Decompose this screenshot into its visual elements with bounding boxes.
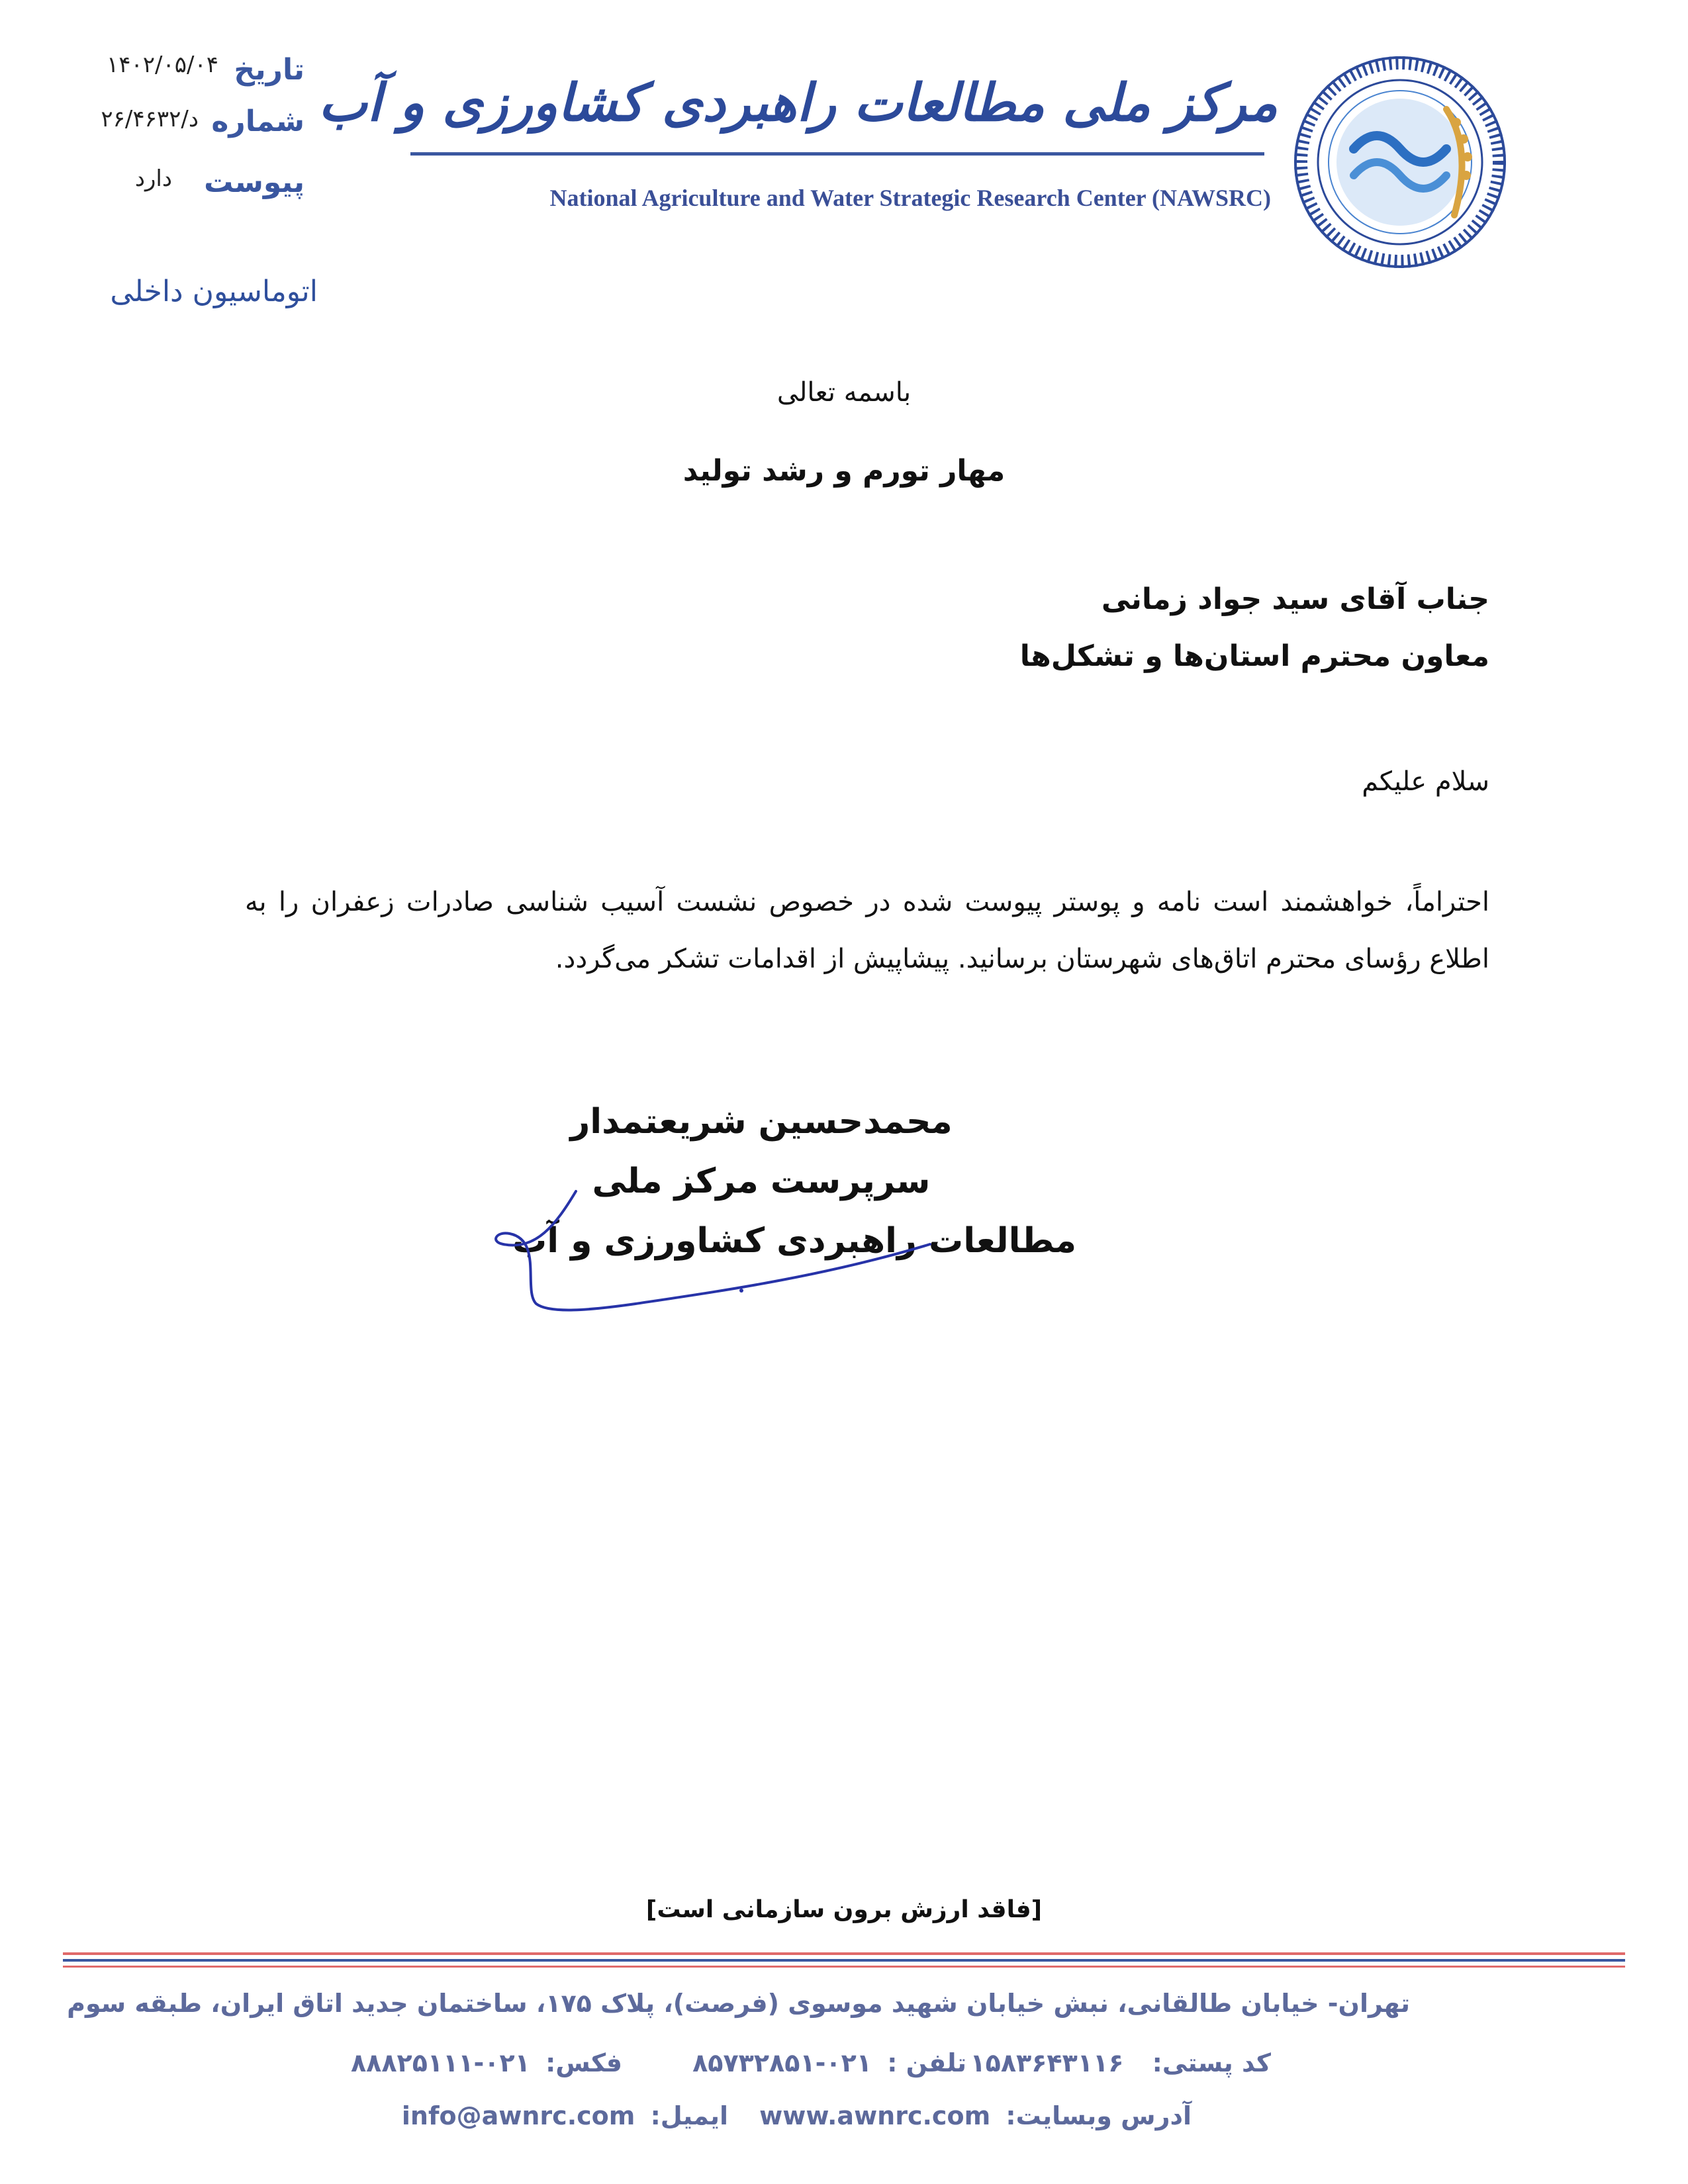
attachment-label: پیوست xyxy=(204,165,305,199)
date-label: تاریخ xyxy=(234,53,305,87)
postal-value: ۱۵۸۳۶۴۳۱۱۶ xyxy=(970,2048,1124,2077)
footer-email xyxy=(401,2101,728,2130)
phone-label: تلفن : xyxy=(887,2048,966,2077)
greeting: سلام علیکم xyxy=(1362,766,1489,797)
signer-position-line1: سرپرست مرکز ملی xyxy=(592,1161,931,1201)
org-name-en: National Agriculture and Water Strategic Research Center (NAWSRC) xyxy=(549,185,1271,211)
footer-phone xyxy=(662,2048,966,2077)
number-value: د/۲۶/۴۶۳۲ xyxy=(101,106,199,132)
date-value: ۱۴۰۲/۰۵/۰۴ xyxy=(106,52,218,78)
fax-value: ۰۲۱-۸۸۸۲۵۱۱۱ xyxy=(350,2048,530,2077)
org-name-fa: مرکز ملی مطالعات راهبردی کشاورزی و آب xyxy=(318,73,1278,133)
postal-label: کد پستی: xyxy=(1152,2048,1271,2077)
email-value[interactable]: info@awnrc.com xyxy=(401,2101,635,2130)
recipient-title: معاون محترم استان‌ها و تشکل‌ها xyxy=(1019,639,1489,673)
footer-rule-red-2 xyxy=(63,1966,1625,1968)
org-emblem-icon xyxy=(1281,50,1519,275)
letter-body: احتراماً، خواهشمند است نامه و پوستر پیوست شده در خصوص نشست آسیب شناسی صادرات زعفران را به اطلاع رؤسای محترم اتاق‌های شهرستان برسانید. پیشاپیش از اقدامات تشکر می‌گردد. xyxy=(245,887,1489,974)
signer-position-line2: مطالعات راهبردی کشاورزی و آب xyxy=(512,1221,1077,1261)
internal-automation-label: اتوماسیون داخلی xyxy=(110,275,318,308)
internal-notice: [فاقد ارزش برون سازمانی است] xyxy=(645,1896,1043,1923)
website-label: آدرس وبسایت: xyxy=(1006,2101,1192,2130)
footer-rule-red xyxy=(63,1952,1625,1955)
handwritten-signature-icon xyxy=(463,1178,966,1337)
fax-label: فکس: xyxy=(545,2048,622,2077)
website-value[interactable]: www.awnrc.com xyxy=(759,2101,991,2130)
footer-address: تهران- خیابان طالقانی، نبش خیابان شهید موسوی (فرصت)، پلاک ۱۷۵، ساختمان جدید اتاق ایران، طبقه سوم xyxy=(67,1989,1410,2018)
footer-rule-blue xyxy=(63,1959,1625,1962)
footer-website xyxy=(759,2101,1192,2130)
footer-postal xyxy=(927,2048,1271,2077)
signer-name: محمدحسین شریعتمدار xyxy=(570,1102,953,1142)
header-rule xyxy=(410,152,1264,156)
attachment-value: دارد xyxy=(134,165,172,192)
email-label: ایمیل: xyxy=(650,2101,728,2130)
footer-fax xyxy=(351,2048,622,2077)
recipient-name: جناب آقای سید جواد زمانی xyxy=(1101,582,1489,616)
basmala: باسمه تعالی xyxy=(776,377,912,408)
phone-value: ۰۲۱-۸۵۷۳۲۸۵۱ xyxy=(692,2048,872,2077)
slogan: مهار تورم و رشد تولید xyxy=(682,454,1006,488)
number-label: شماره xyxy=(211,105,305,138)
